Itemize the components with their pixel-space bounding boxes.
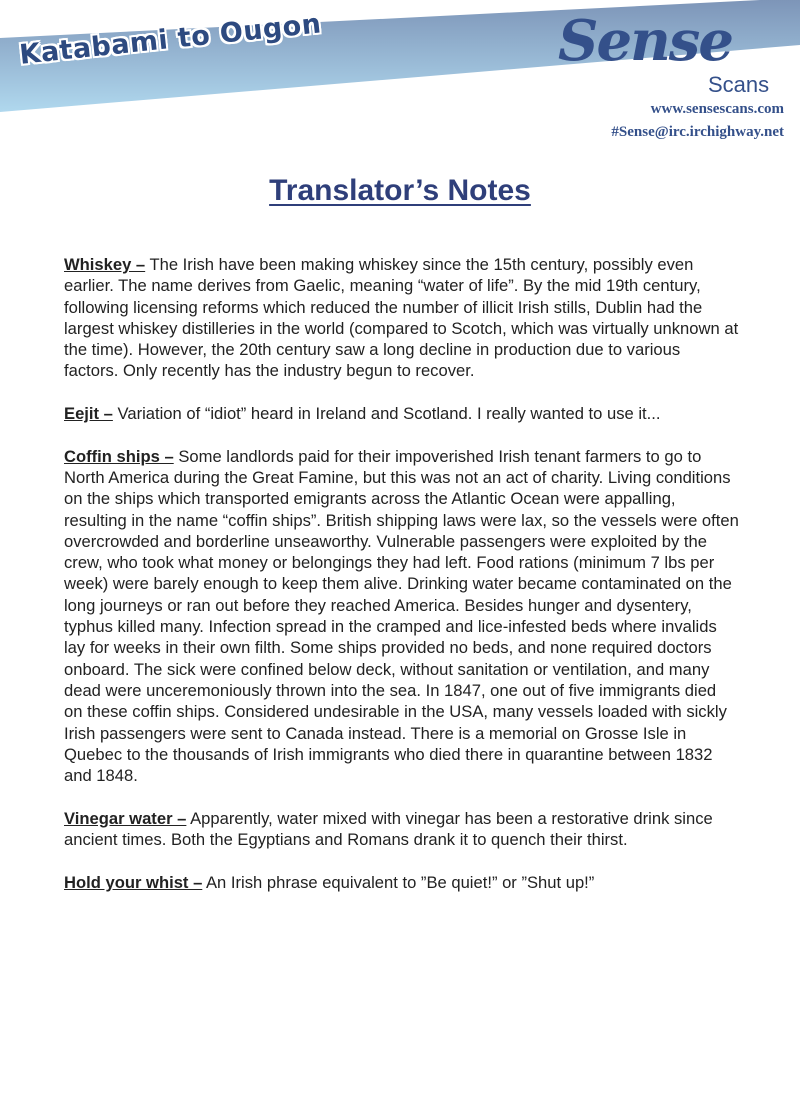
irc-channel: #Sense@irc.irchighway.net <box>611 124 784 140</box>
note-term: Hold your whist – <box>64 872 203 892</box>
note-term: Eejit – <box>64 404 113 424</box>
series-title: Katabami to Ougon <box>18 8 323 71</box>
logo-sub: Scans <box>708 72 770 97</box>
note-term: Coffin ships – <box>64 446 174 466</box>
note-eejit <box>64 403 739 424</box>
note-text: Some landlords paid for their impoverished Irish tenant farmers to go to North America during the Great Famine, but this was not an act of charity. Living conditions on the ships which transported emigrants across the Atlantic Ocean were appalling, resulting in the name “coffin ships”. British shipping laws were lax, so the vessels were often overcrowded and borderline unseaworthy. Vulnerable passengers were exploited by the crew, who took what money or belongings they had left. Food rations (minimum 7 lbs per week) were barely enough to keep them alive. Drinking water became contaminated on the long journeys or ran out before they reached America. Besides hunger and dysentery, typhus killed many. Infection spread in the cramped and lice-infested beds where invalids lay for weeks in their own filth. Some ships provided no beds, and none required doctors onboard. The sick were confined below deck, without sanitation or ventilation, and many dead were unceremoniously thrown into the sea. In 1847, one out of five immigrants died on these coffin ships. Considered undesirable in the USA, many vessels loaded with sickly Irish passengers were sent to Canada instead. There is a memorial on Grosse Isle in Quebec to the thousands of Irish immigrants who died there in quarantine between 1832 and 1848. <box>64 446 739 786</box>
note-term: Whiskey – <box>64 255 146 274</box>
note-hold-your-whist <box>64 872 739 893</box>
note-text: Variation of “idiot” heard in Ireland and Scotland. I really wanted to use it... <box>112 404 661 424</box>
logo-main: Sense <box>558 8 732 74</box>
website-link[interactable]: www.sensescans.com <box>650 101 784 117</box>
page-title <box>0 174 800 208</box>
note-whiskey <box>64 254 739 382</box>
note-text: The Irish have been making whiskey since the 15th century, possibly even earlier. The name derives from Gaelic, meaning “water of life”. By the mid 19th century, following licensing reforms which reduced the number of illicit Irish stills, Dublin had the largest whiskey distilleries in the world (compared to Scotch, which was virtually unknown at the time). However, the 20th century saw a long decline in production due to various factors. Only recently has the industry begun to recover. <box>64 255 739 381</box>
note-vinegar-water <box>64 808 739 851</box>
page-title-text: Translator’s Notes <box>269 174 531 207</box>
note-text: Apparently, water mixed with vinegar has been a restorative drink since ancient times. Both the Egyptians and Romans drank it to quench their thirst. <box>64 808 713 850</box>
note-term: Vinegar water – <box>64 808 187 828</box>
note-coffin-ships <box>64 446 739 787</box>
notes-list <box>64 254 739 914</box>
note-text: An Irish phrase equivalent to ”Be quiet!” or ”Shut up!” <box>202 872 595 892</box>
